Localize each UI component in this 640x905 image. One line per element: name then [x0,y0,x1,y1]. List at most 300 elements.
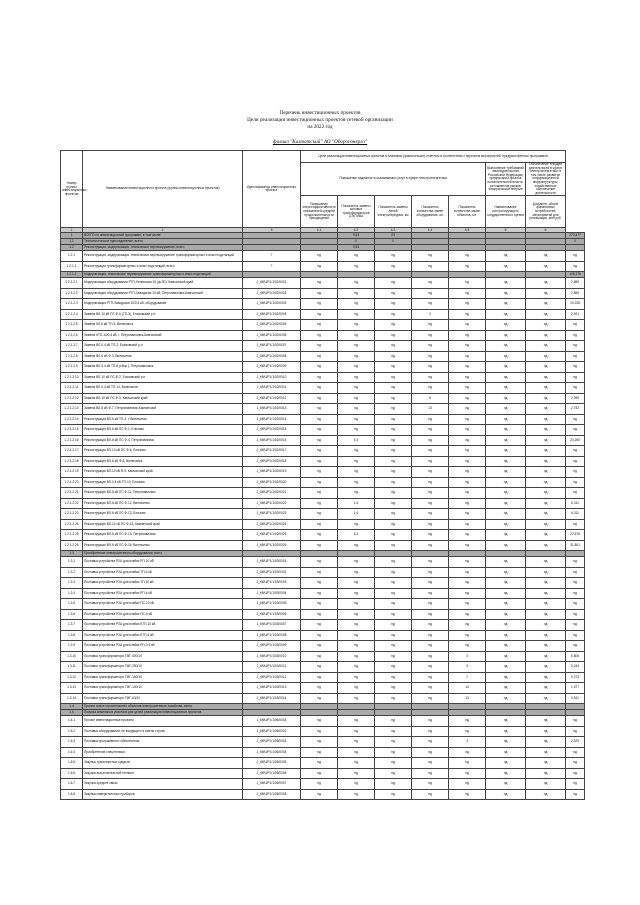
row-value: нд [526,372,566,383]
row-value: нд [526,519,566,530]
row-value: нд [486,414,526,425]
row-value: нд [449,747,486,758]
row-value: нд [486,747,526,758]
row-value: нд [486,251,526,262]
row-value: нд [449,758,486,769]
row-value: нд [449,393,486,404]
row-project-id: J_КМЧ/Р1/1/03/0011 [243,662,301,673]
row-value: нд [412,488,449,499]
row-value: нд [412,362,449,373]
row-value: нд [526,278,566,289]
row-value: нд [338,372,375,383]
row-value: нд [412,330,449,341]
row-value: нд [526,588,566,599]
table-row [61,641,585,652]
row-value: 0 [412,309,449,320]
row-value: нд [526,768,566,779]
row-value: нд [375,519,412,530]
row-project-name: Поставка устройства РЗА для ячейки КТП-6 кВ [83,630,243,641]
row-number: 1.2.1.2.1 [61,278,83,289]
row-value: нд [526,557,566,568]
row-value: нд [526,261,566,272]
document-subtitle: Цели реализации инвестиционных проектов сетевой организации [247,117,393,123]
row-value: нд [338,578,375,589]
row-number: 1.2.1.2.2 [61,288,83,299]
row-number: 1.2.1.1 [61,261,83,272]
row-project-name: Поставка устройства РЗА для ячейки ПС-10 кВ [83,599,243,610]
row-value: 3 [449,662,486,673]
row-value: нд [449,477,486,488]
row-value: нд [412,372,449,383]
row-project-id: J_КМЧ/Р1/1/02/0017 [243,446,301,457]
row-value: нд [526,435,566,446]
row-value: нд [301,578,338,589]
row-value: нд [449,779,486,790]
row-value: нд [375,404,412,415]
row-value: нд [338,599,375,610]
row-project-name: Поставка трансформатора ТМГ-400/10 [83,651,243,662]
row-value: нд [449,726,486,737]
row-value: нд [338,341,375,352]
row-value: нд [338,320,375,331]
row-value: нд [375,261,412,272]
row-value: нд [412,299,449,310]
row-project-name: Модернизация, техническое перевооружение трансформаторных и иных подстанций [83,272,243,278]
row-number: 1.4 [61,704,83,710]
row-value: нд [301,588,338,599]
row-number: 1.2.1.2.17 [61,446,83,457]
row-value: нд [449,620,486,631]
header-group-num: Номер группы инвестиционных проектов [61,151,83,228]
table-row [61,779,585,790]
row-value: нд [412,683,449,694]
row-value: нд [375,758,412,769]
header-project-id: Идентификатор инвестиционного проекта [243,151,301,228]
row-value: нд [338,620,375,631]
row-value: нд [486,519,526,530]
row-number: 1.2.1.2.7 [61,341,83,352]
row-project-name: Поставка трансформатора ТМГ-63/10 [83,693,243,704]
row-value: нд [486,498,526,509]
row-value: нд [301,509,338,520]
row-project-id: J_КМЧ/Р1/1/02/0013 [243,404,301,415]
table-row [61,251,585,262]
row-value: нд [338,693,375,704]
table-row [61,278,585,289]
row-project-name: Технологическое присоединение, всего [83,239,243,245]
row-project-id: J_КМЧ/Р1/1/02/0021 [243,488,301,499]
row-value: нд [375,509,412,520]
table-row [61,261,585,272]
row-value: нд [412,726,449,737]
row-value: нд [338,330,375,341]
row-value: нд [526,299,566,310]
table-body [61,233,585,800]
row-value: 5,3 [338,435,375,446]
row-value: 0 [338,239,375,245]
row-value: нд [526,716,566,727]
table-row [61,477,585,488]
row-number: 1.3.6 [61,609,83,620]
row-project-id: J_КМЧ/Р1/1/03/0006 [243,609,301,620]
row-value: нд [526,309,566,320]
row-value: нд [526,599,566,610]
row-project-name: Реконструкция трансформаторных и иных подстанций, всего [83,261,243,272]
row-project-name: Поставка программного обеспечения [83,737,243,748]
row-value: нд [486,299,526,310]
table-row [61,341,585,352]
row-value: нд [526,578,566,589]
row-value: нд [486,588,526,599]
header-tech-connection: Выполнение требований законодательства Российской Федерации, предписаний органов исполнительной власти, регламентов рынков электрической энергии [486,163,526,196]
row-number: 1.3.3 [61,578,83,589]
row-project-name: Поставка оборудования, не входящего в сметы строек [83,726,243,737]
row-value: нд [301,330,338,341]
row-value: нд [526,425,566,436]
row-value: нд [412,351,449,362]
row-value: нд [301,567,338,578]
table-row [61,383,585,394]
row-value: нд [301,683,338,694]
row-value: 5,3 [338,530,375,541]
row-project-id: J_КМЧ/Р1/1/02/0016 [243,435,301,446]
row-project-id: Г [243,251,301,262]
row-value: нд [449,630,486,641]
row-value: нд [301,488,338,499]
row-number: 1.6.4 [61,747,83,758]
row-project-id: J_КМЧ/Р1/1/06/0008 [243,789,301,800]
row-project-id: J_КМЧ/Р1/1/02/0019 [243,467,301,478]
row-value: 3 [449,651,486,662]
row-value: нд [412,456,449,467]
row-value: нд [412,599,449,610]
row-number: 1.3.8 [61,630,83,641]
table-row [61,651,585,662]
row-value: нд [375,362,412,373]
row-value: нд [566,251,585,262]
row-value: нд [486,372,526,383]
row-value: 10,228 [566,299,585,310]
row-value: нд [412,609,449,620]
row-value: нд [338,362,375,373]
row-value: нд [486,768,526,779]
row-value: нд [526,540,566,551]
row-project-name: Закупка транспортных средств [83,758,243,769]
row-value: нд [449,467,486,478]
row-value: 1,6 [338,498,375,509]
row-value: нд [449,278,486,289]
document-year: на 2022 год [307,124,333,130]
row-project-id: J_КМЧ/Р1/1/03/0001 [243,557,301,568]
row-number: 1.2.1.2.11 [61,383,83,394]
row-number: 1.6.6 [61,768,83,779]
row-value: нд [486,341,526,352]
row-number: 1.3.12 [61,672,83,683]
row-project-id: J_КМЧ/Р1/1/03/0014 [243,693,301,704]
table-row [61,567,585,578]
row-value: нд [449,425,486,436]
row-value: нд [412,278,449,289]
row-value: нд [526,404,566,415]
row-value: нд [338,414,375,425]
table-row [61,672,585,683]
row-project-name: Замена ВЛ-10 кВ ПС Ф-2, Елизовский р-н [83,372,243,383]
row-value: нд [526,641,566,652]
row-value: нд [412,261,449,272]
row-value: нд [412,320,449,331]
row-project-name: Реконструкция ВЛ-10 кВ Ф-9, Камчатский край [83,467,243,478]
row-value: нд [526,693,566,704]
row-value: нд [375,651,412,662]
row-value: 13 [449,693,486,704]
row-project-name: Поставка трансформатора ТМГ-100/10 [83,683,243,694]
column-number: 2 [83,228,243,233]
row-value: нд [301,716,338,727]
row-value: нд [486,288,526,299]
row-value: нд [566,557,585,568]
row-value: нд [449,540,486,551]
row-value: нд [412,519,449,530]
row-value: нд [338,261,375,272]
row-project-id: J_КМЧ/Р1/1/02/0018 [243,456,301,467]
row-value: нд [566,351,585,362]
row-value: нд [301,737,338,748]
row-value: нд [526,672,566,683]
row-value: нд [566,578,585,589]
row-project-name: Замена ВЛ-10 кВ ПС Ф-5, Камчатский край [83,393,243,404]
row-value: нд [449,599,486,610]
row-project-id: J_КМЧ/Р1/1/02/0020 [243,477,301,488]
row-value: нд [301,383,338,394]
row-value: нд [486,693,526,704]
row-value: нд [526,446,566,457]
row-value: 0,273 [566,672,585,683]
row-value: нд [338,519,375,530]
row-value: нд [338,779,375,790]
row-value: 2,921 [566,309,585,320]
row-project-id: J_КМЧ/Р1/1/06/0004 [243,747,301,758]
row-project-id: Г [243,261,301,272]
row-value: нд [449,530,486,541]
row-value: нд [566,477,585,488]
row-value: нд [375,446,412,457]
row-value: нд [566,620,585,631]
row-project-name: Реконструкция ВЛ-6 кВ ПС Ф-4, Петропавловск [83,435,243,446]
row-value: нд [301,456,338,467]
row-value: нд [412,789,449,800]
row-project-id: J_КМЧ/Р1/1/02/0015 [243,425,301,436]
row-value: нд [301,435,338,446]
header-sub3: Показатель замены линий электропередачи, км [375,196,412,228]
table-row [61,498,585,509]
row-value: нд [486,261,526,272]
branch-name: филиал "Камчатский" АО "Оборонэнерго" [272,139,368,145]
row-value: нд [526,488,566,499]
row-value: нд [526,383,566,394]
row-number: 1.2.1.2.14 [61,414,83,425]
row-value: нд [449,789,486,800]
row-value: нд [486,578,526,589]
row-project-name: ВСЕГО по инвестиционной программе, в том числе: [83,233,243,239]
row-value: 3 [449,737,486,748]
row-project-id: J_КМЧ/Р1/1/03/0007 [243,620,301,631]
row-value: нд [566,599,585,610]
row-value: нд [301,747,338,758]
row-number: 1.3.10 [61,651,83,662]
row-value: нд [338,758,375,769]
table-row [61,716,585,727]
row-value: нд [566,320,585,331]
row-value: нд [486,530,526,541]
row-project-id: J_КМЧ/Р1/1/02/0003 [243,299,301,310]
row-value: нд [566,519,585,530]
row-value: 8 [412,393,449,404]
row-value: 108,176 [566,272,585,278]
row-value: нд [526,662,566,673]
header-sub7: Документ, объем финансовых потребностей, мероприятий для реализации, млн руб. [526,196,566,228]
row-number: 1.6.5 [61,758,83,769]
row-project-name: Прочие инвестиционные проекты [83,716,243,727]
row-number: 1.2.1.2.6 [61,330,83,341]
row-number: 1.6.8 [61,789,83,800]
row-value: нд [566,567,585,578]
row-value: нд [486,309,526,320]
row-value: нд [412,251,449,262]
row-value: нд [449,330,486,341]
row-value: нд [566,372,585,383]
row-value: нд [412,716,449,727]
row-project-name: Реконструкция, модернизация, техническое перевооружение трансформаторных и иных подстанций [83,251,243,262]
header-sub1: Повышение энергоэффективности показателей средней продолжительности прекращений [301,196,338,228]
row-value: нд [566,758,585,769]
table-row [61,737,585,748]
row-value: нд [449,435,486,446]
row-value: нд [412,557,449,568]
row-value: нд [301,467,338,478]
row-value: нд [301,620,338,631]
row-project-id: J_КМЧ/Р1/1/03/0010 [243,651,301,662]
row-value: нд [338,446,375,457]
row-value: нд [338,737,375,748]
row-value: нд [375,320,412,331]
row-value: нд [449,320,486,331]
row-number: 1.2.1.2.21 [61,488,83,499]
table-row [61,620,585,631]
row-value: нд [375,737,412,748]
row-value: нд [375,498,412,509]
row-value: нд [375,341,412,352]
row-project-name: Поставка трансформатора ТМГ-250/10 [83,662,243,673]
row-value: нд [526,362,566,373]
row-value: нд [301,726,338,737]
row-project-id: J_КМЧ/Р1/1/02/0022 [243,498,301,509]
row-value: нд [301,299,338,310]
row-value: нд [486,567,526,578]
table-row [61,320,585,331]
row-value: нд [301,278,338,289]
row-value: нд [449,309,486,320]
row-value: нд [486,779,526,790]
row-value: нд [526,456,566,467]
row-value: нд [566,488,585,499]
table-row [61,609,585,620]
row-value: нд [338,789,375,800]
row-value: нд [486,425,526,436]
row-project-name: Реконструкция ВЛ-6 кВ ПС Ф-12, Вилючинск [83,498,243,509]
row-value: нд [375,467,412,478]
row-number: 1.3.14 [61,693,83,704]
row-number: 1.2.1.2.24 [61,519,83,530]
row-value: нд [338,383,375,394]
table-row [61,599,585,610]
row-value: нд [412,435,449,446]
row-project-id: J_КМЧ/Р1/1/02/0024 [243,519,301,530]
row-value: нд [486,351,526,362]
row-project-name: Поставка устройства РЗА для ячейки РП-6 кВ [83,588,243,599]
row-value: нд [375,299,412,310]
row-value: 13 [412,404,449,415]
row-project-id: J_КМЧ/Р1/1/02/0001 [243,278,301,289]
row-value: нд [338,672,375,683]
row-value: 23 [375,233,412,239]
row-project-name: Реконструкция ВЛ-6 кВ Ф-8, Вилючинск [83,456,243,467]
row-value: нд [338,467,375,478]
row-project-id: J_КМЧ/Р1/1/03/0003 [243,578,301,589]
row-value: нд [526,330,566,341]
row-value: нд [486,737,526,748]
row-number: 1.2.1.2.22 [61,498,83,509]
column-number: 4.3 [375,228,412,233]
row-value: нд [338,299,375,310]
row-project-id: J_КМЧ/Р1/1/02/0009 [243,362,301,373]
row-value: нд [301,446,338,457]
row-value: нд [526,789,566,800]
row-value: нд [412,383,449,394]
column-number: 4.4 [412,228,449,233]
row-value: нд [412,530,449,541]
row-value: нд [301,540,338,551]
row-value: нд [566,588,585,599]
row-value: нд [566,446,585,457]
row-value: нд [375,578,412,589]
row-value: нд [375,789,412,800]
row-number: 1.2.1.2.4 [61,309,83,320]
row-value: нд [486,758,526,769]
row-value: нд [526,414,566,425]
table-row [61,693,585,704]
table-row [61,393,585,404]
row-project-name: Поставка трансформатора ТМГ-160/10 [83,672,243,683]
row-value: нд [301,309,338,320]
table-row [61,299,585,310]
column-number: 4.2 [338,228,375,233]
row-value: нд [449,509,486,520]
row-value: нд [412,540,449,551]
row-value: нд [301,662,338,673]
row-value: нд [526,288,566,299]
row-value: нд [566,789,585,800]
table-row [61,540,585,551]
row-value: нд [566,414,585,425]
row-project-name: Реконструкция ВЛ-6 кВ ПС Ф-15, Петропавловск [83,530,243,541]
row-value: нд [412,672,449,683]
row-value: нд [449,288,486,299]
row-project-name: Закупка вычислительной техники [83,768,243,779]
row-value: нд [486,540,526,551]
row-project-name: Поставка устройства РЗА для ячейки ПС-6 кВ [83,609,243,620]
row-project-name: Прочее новое строительство объектов электросетевого хозяйства, всего [83,704,243,710]
row-value: 1,6 [338,509,375,520]
